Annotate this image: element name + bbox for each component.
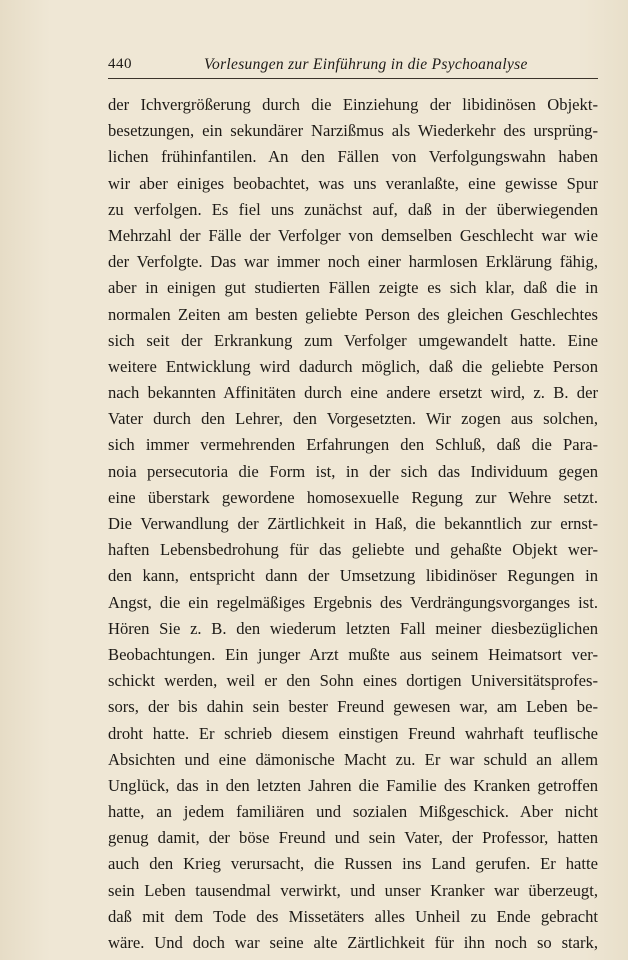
text-line: wir aber einiges beobachtet, was uns veranlaßte, eine gewisse Spur xyxy=(108,173,598,193)
text-line: auch den Krieg verursacht, die Russen ins Land gerufen. Er hatte xyxy=(108,854,598,874)
text-line: weitere Entwicklung wird dadurch möglich, daß die geliebte Person xyxy=(108,356,598,376)
text-line: schickt werden, weil er den Sohn eines dortigen Universitätsprofes- xyxy=(108,671,598,691)
text-line: aber in einigen gut studierten Fällen zeigte es sich klar, daß die in xyxy=(108,278,598,298)
body-text xyxy=(108,92,598,956)
text-line: normalen Zeiten am besten geliebte Person des gleichen Geschlechtes xyxy=(108,304,598,324)
text-line: Mehrzahl der Fälle der Verfolger von demselben Geschlecht war wie xyxy=(108,225,598,245)
page-number: 440 xyxy=(108,56,132,72)
page-header xyxy=(108,56,598,78)
text-line: Vater durch den Lehrer, den Vorgesetzten. Wir zogen aus solchen, xyxy=(108,409,598,429)
text-line: daß mit dem Tode des Missetäters alles Unheil zu Ende gebracht xyxy=(108,906,598,926)
text-line: wäre. Und doch war seine alte Zärtlichkeit für ihn noch so stark, xyxy=(108,933,598,952)
text-line: genug damit, der böse Freund und sein Vater, der Professor, hatten xyxy=(108,828,598,848)
text-line: hatte, an jedem familiären und sozialen Mißgeschick. Aber nicht xyxy=(108,802,598,822)
running-title: Vorlesungen zur Einführung in die Psychoanalyse xyxy=(204,56,528,73)
text-line: sich immer vermehrenden Erfahrungen den Schluß, daß die Para- xyxy=(108,435,598,455)
text-line: sich seit der Erkrankung zum Verfolger umgewandelt hatte. Eine xyxy=(108,330,598,350)
text-line: eine überstark gewordene homosexuelle Regung zur Wehre setzt. xyxy=(108,487,598,507)
text-line: sein Leben tausendmal verwirkt, und unser Kranker war überzeugt, xyxy=(108,880,598,900)
text-line: Unglück, das in den letzten Jahren die Familie des Kranken getroffen xyxy=(108,775,598,795)
text-line: Die Verwandlung der Zärtlichkeit in Haß, die bekanntlich zur ernst- xyxy=(108,514,598,533)
header-rule xyxy=(108,78,598,79)
text-line: Angst, die ein regelmäßiges Ergebnis des Verdrängungsvorganges ist. xyxy=(108,592,598,612)
text-line: droht hatte. Er schrieb diesem einstigen Freund wahrhaft teuflische xyxy=(108,723,598,743)
text-line: den kann, entspricht dann der Umsetzung libidinöser Regungen in xyxy=(108,566,598,586)
text-line: lichen frühinfantilen. An den Fällen von Verfolgungswahn haben xyxy=(108,147,598,167)
text-line: besetzungen, ein sekundärer Narzißmus als Wiederkehr des ursprüng- xyxy=(108,121,598,141)
text-line: Hören Sie z. B. den wiederum letzten Fall meiner diesbezüglichen xyxy=(108,618,598,638)
text-line: der Ichvergrößerung durch die Einziehung der libidinösen Objekt- xyxy=(108,95,598,114)
text-line: haften Lebensbedrohung für das geliebte und gehaßte Objekt wer- xyxy=(108,540,598,560)
text-line: der Verfolgte. Das war immer noch einer harmlosen Erklärung fähig, xyxy=(108,252,598,272)
text-line: Absichten und eine dämonische Macht zu. Er war schuld an allem xyxy=(108,749,598,769)
text-line: zu verfolgen. Es fiel uns zunächst auf, daß in der überwiegenden xyxy=(108,199,598,219)
text-line: Beobachtungen. Ein junger Arzt mußte aus seinem Heimatsort ver- xyxy=(108,644,598,664)
text-line: nach bekannten Affinitäten durch eine andere ersetzt wird, z. B. der xyxy=(108,383,598,403)
text-line: noia persecutoria die Form ist, in der sich das Individuum gegen xyxy=(108,461,598,481)
text-line: sors, der bis dahin sein bester Freund gewesen war, am Leben be- xyxy=(108,697,598,717)
